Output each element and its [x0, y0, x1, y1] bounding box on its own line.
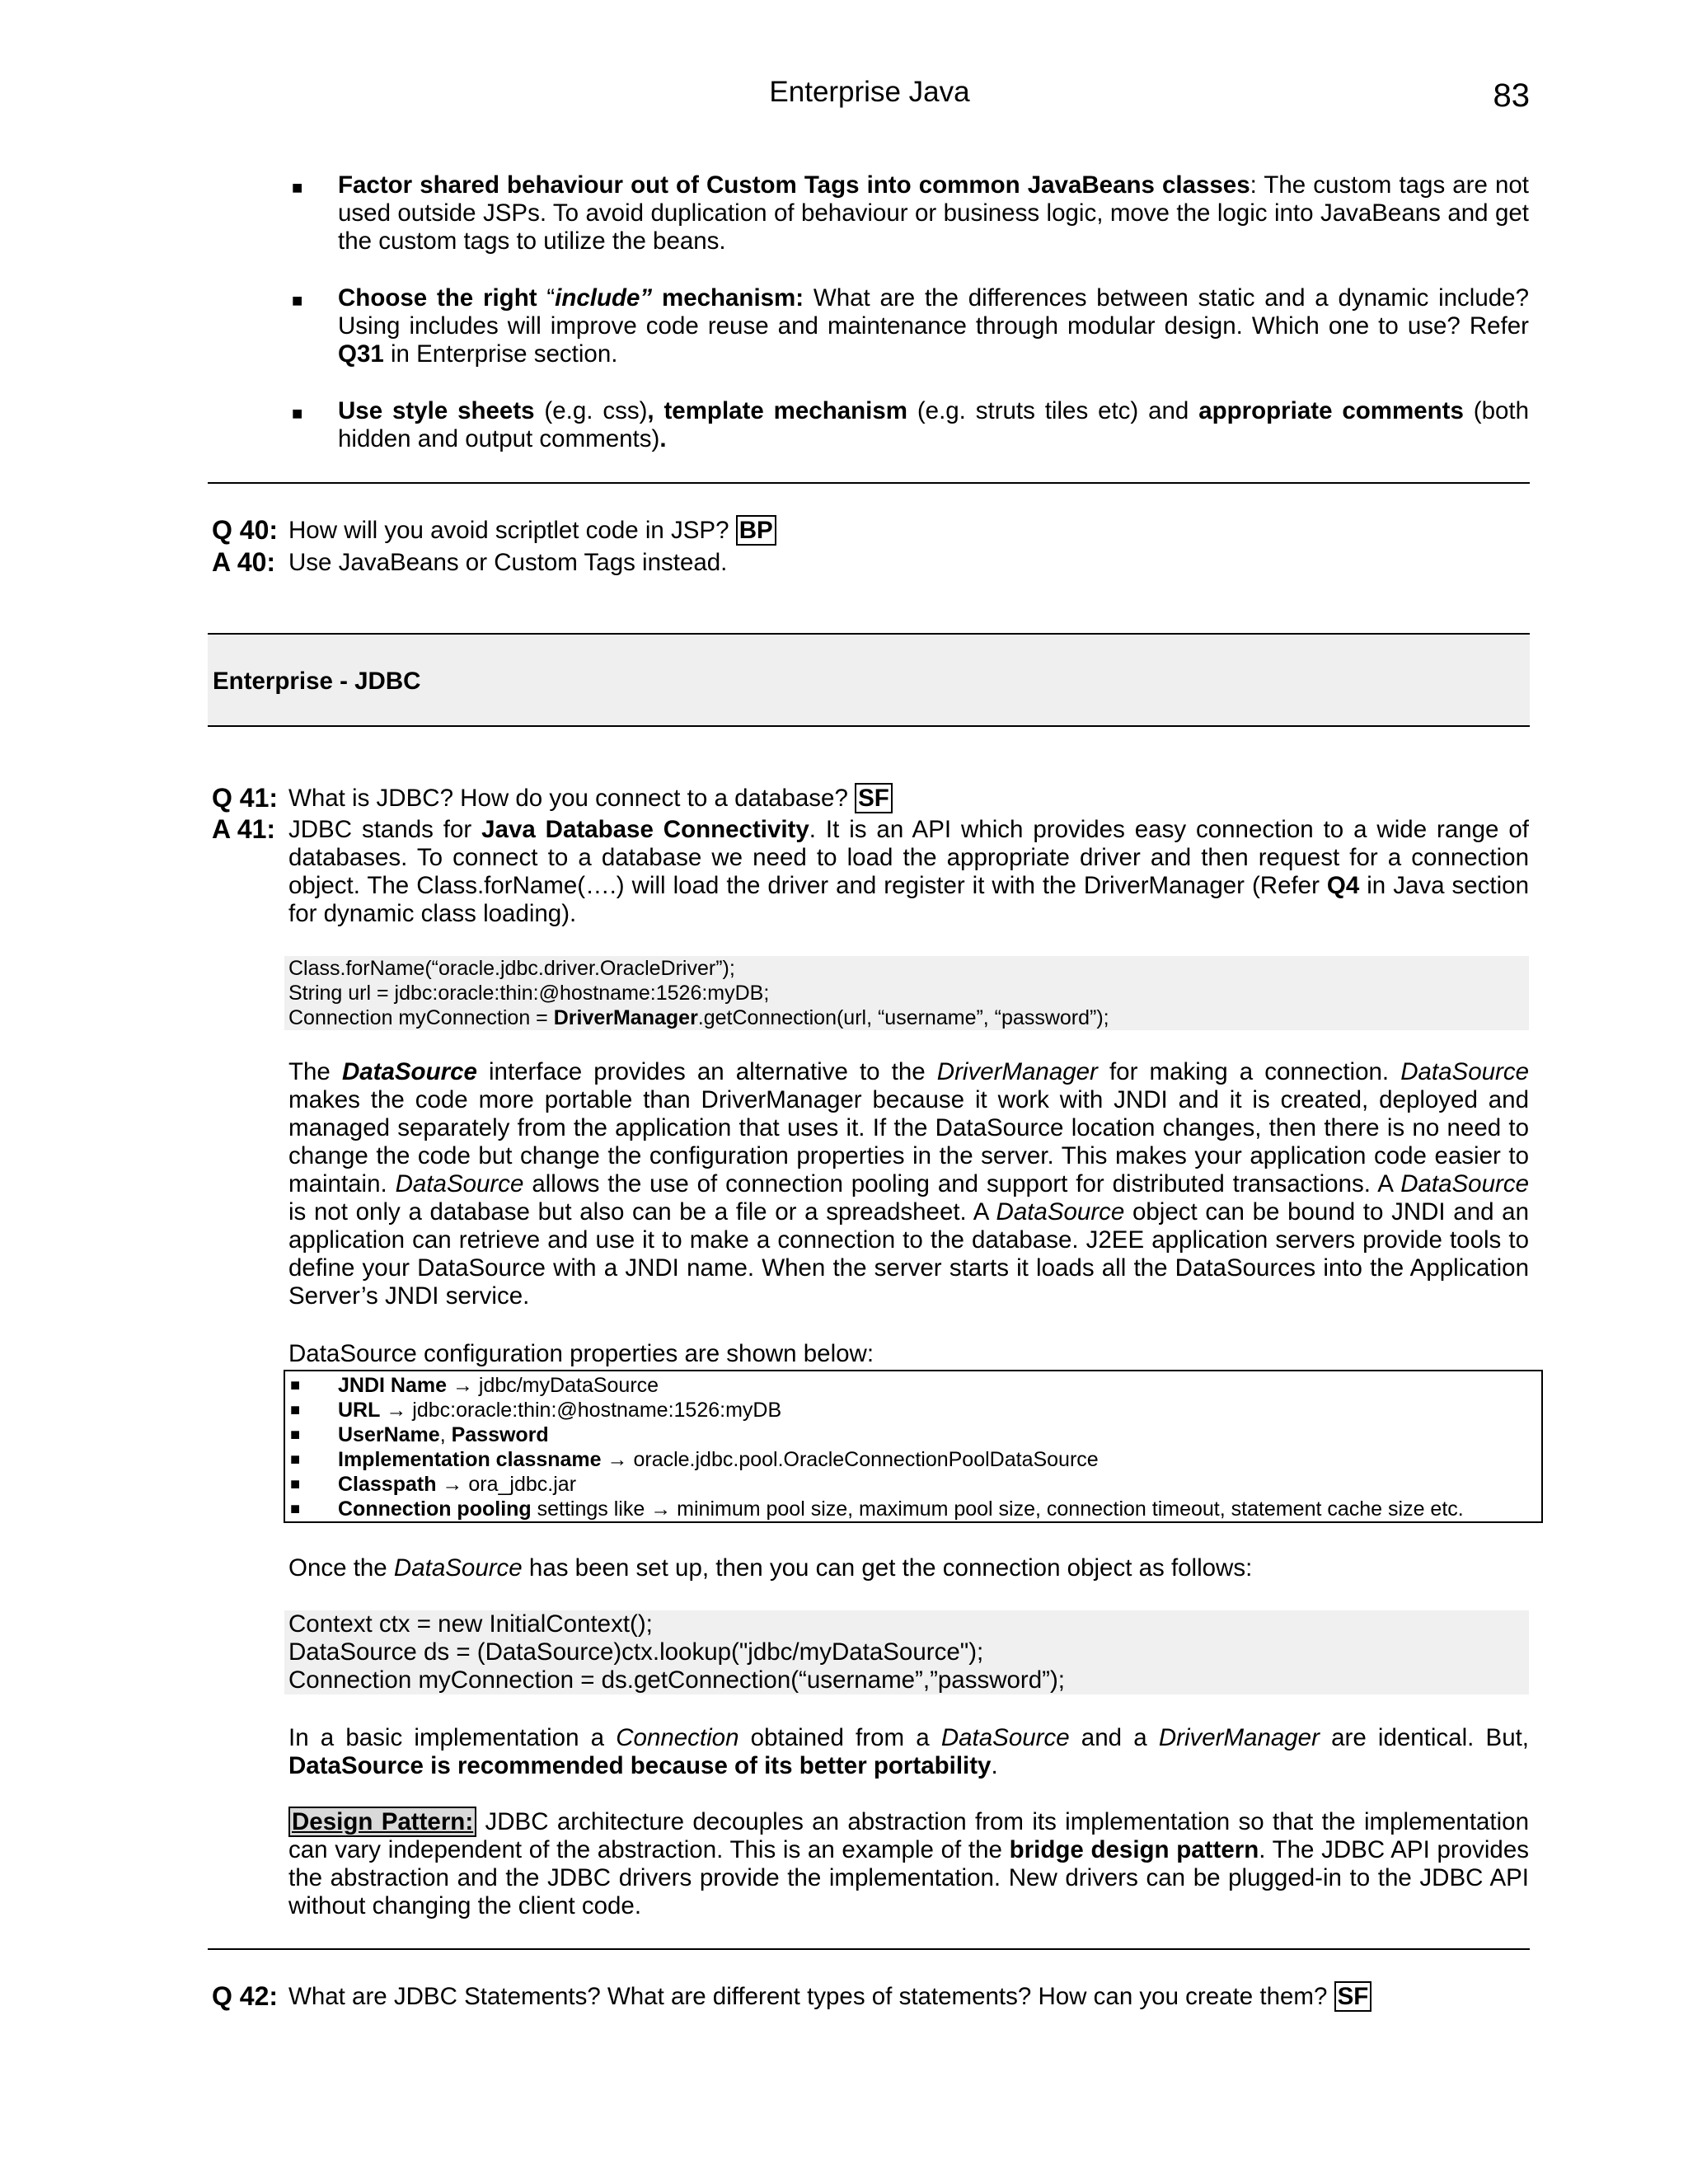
- question-label: Q 41:: [212, 783, 279, 813]
- paragraph: JDBC stands for Java Database Connectivity. It is an API which provides easy connection to a wide range of databases. To connect to a database we need to load the appropriate driver and then request for a connection object. The Class.forName(….) will load the driver and register it with the DriverManager (Refer Q4 in Java section for dynamic class loading).: [288, 816, 1529, 927]
- code-line: Connection myConnection = ds.getConnection(“username”,”password”);: [288, 1666, 1065, 1694]
- design-pattern-label: Design Pattern:: [288, 1807, 476, 1837]
- list-item: ■ Factor shared behaviour out of Custom Tags into common JavaBeans classes: The custom tags are not used outside JSPs. To avoid duplication of behaviour or business logic, move the logic into JavaBeans and get the custom tags to utilize the beans.: [292, 171, 1530, 255]
- divider: [208, 482, 1530, 484]
- paragraph: Once the DataSource has been set up, then you can get the connection object as follows:: [288, 1554, 1253, 1582]
- bullet-marker: ■: [290, 1376, 301, 1394]
- running-header-title: Enterprise Java: [769, 76, 970, 108]
- question-text: What is JDBC? How do you connect to a database? SF: [288, 785, 893, 813]
- badge-sf: SF: [855, 783, 893, 813]
- question-text: How will you avoid scriptlet code in JSP? BP: [288, 517, 776, 545]
- bullet-marker: ■: [290, 1401, 301, 1419]
- config-item: ■ URL → jdbc:oracle:thin:@hostname:1526:myDB: [290, 1399, 782, 1422]
- question-label: Q 42:: [212, 1981, 279, 2011]
- code-block: [284, 956, 1529, 1030]
- section-title: Enterprise - JDBC: [213, 668, 421, 695]
- config-intro: DataSource configuration properties are shown below:: [288, 1340, 874, 1367]
- bullet-marker: ■: [290, 1500, 301, 1518]
- bullet-marker: ■: [292, 290, 303, 311]
- paragraph: The DataSource interface provides an alternative to the DriverManager for making a connection. DataSource makes the code more portable than DriverManager because it work with JNDI and it is created, deployed and managed separately from the application that uses it. If the DataSource location changes, then there is no need to change the code but change the configuration properties in the server. This makes your application code easier to maintain. DataSource allows the use of connection pooling and support for distributed transactions. A DataSource is not only a database but also can be a file or a spreadsheet. A DataSource object can be bound to JNDI and an application can retrieve and use it to make a connection to the database. J2EE application servers provide tools to define your DataSource with a JNDI name. When the server starts it loads all the DataSources into the Application Server’s JNDI service.: [288, 1058, 1529, 1310]
- section-header: [208, 633, 1530, 727]
- code-line: String url = jdbc:oracle:thin:@hostname:1526:myDB;: [288, 982, 770, 1005]
- bullet-marker: ■: [292, 403, 303, 424]
- list-item: ■ Use style sheets (e.g. css), template mechanism (e.g. struts tiles etc) and appropriate comments (both hidden and output comments).: [292, 397, 1530, 452]
- config-item: ■ Connection pooling settings like → minimum pool size, maximum pool size, connection timeout, statement cache size etc.: [290, 1497, 1464, 1521]
- badge-bp: BP: [736, 515, 776, 546]
- config-item: ■ Classpath → ora_jdbc.jar: [290, 1473, 577, 1496]
- code-line: DataSource ds = (DataSource)ctx.lookup("jdbc/myDataSource");: [288, 1638, 984, 1666]
- code-line: Connection myConnection = DriverManager.getConnection(url, “username”, “password”);: [288, 1006, 1109, 1029]
- config-properties-box: [284, 1370, 1543, 1523]
- badge-sf: SF: [1334, 1981, 1372, 2012]
- bullet-marker: ■: [290, 1426, 301, 1444]
- bullet-marker: ■: [292, 177, 303, 198]
- answer-label: A 40:: [212, 547, 276, 577]
- code-line: Class.forName(“oracle.jdbc.driver.OracleDriver”);: [288, 957, 735, 980]
- answer-label: A 41:: [212, 814, 276, 844]
- code-line: Context ctx = new InitialContext();: [288, 1610, 653, 1638]
- code-block: [284, 1610, 1529, 1694]
- paragraph: Design Pattern: JDBC architecture decouples an abstraction from its implementation so that the implementation can vary independent of the abstraction. This is an example of the bridge design pattern. The JDBC API provides the abstraction and the JDBC drivers provide the implementation. New drivers can be plugged-in to the JDBC API without changing the client code.: [288, 1808, 1529, 1919]
- bullet-marker: ■: [290, 1475, 301, 1493]
- divider: [208, 1948, 1530, 1950]
- question-text: What are JDBC Statements? What are different types of statements? How can you create them? SF: [288, 1983, 1372, 2011]
- answer-text: Use JavaBeans or Custom Tags instead.: [288, 549, 728, 576]
- config-item: ■ JNDI Name → jdbc/myDataSource: [290, 1374, 659, 1397]
- paragraph: In a basic implementation a Connection obtained from a DataSource and a DriverManager are identical. But, DataSource is recommended because of its better portability.: [288, 1724, 1529, 1779]
- config-item: ■ UserName, Password: [290, 1423, 549, 1446]
- list-item: ■ Choose the right “include” mechanism: What are the differences between static and a dynamic include? Using includes will improve code reuse and maintenance through modular design. Which one to use? Refer Q31 in Enterprise section.: [292, 284, 1529, 368]
- bullet-marker: ■: [290, 1451, 301, 1469]
- question-label: Q 40:: [212, 515, 279, 545]
- config-item: ■ Implementation classname → oracle.jdbc.pool.OracleConnectionPoolDataSource: [290, 1448, 1099, 1471]
- page-number: 83: [1493, 77, 1530, 114]
